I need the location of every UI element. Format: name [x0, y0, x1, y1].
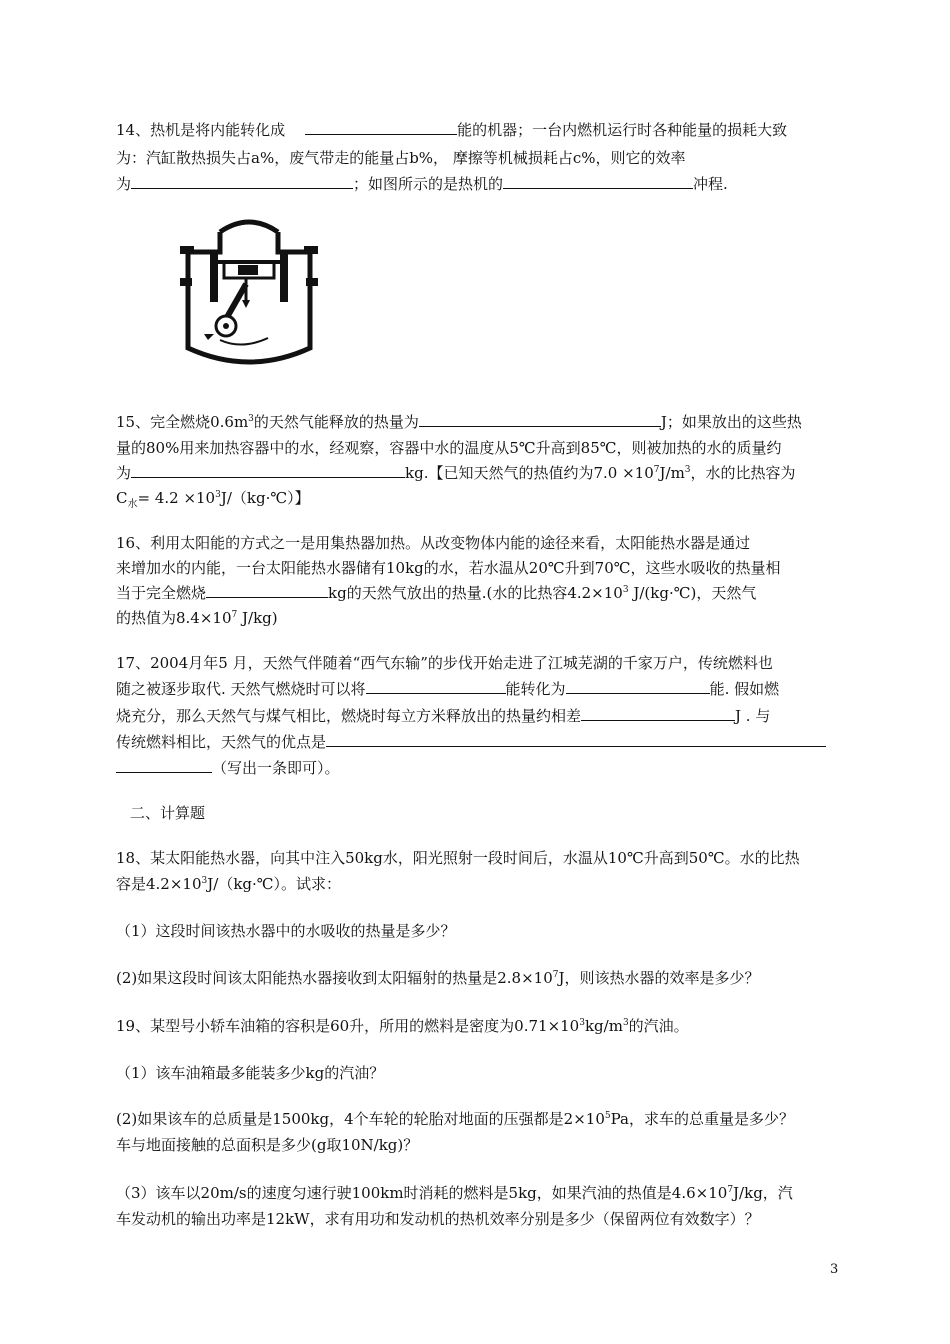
q19-sub1: （1）该车油箱最多能装多少kg的汽油？: [116, 1064, 385, 1082]
q16-line2: 来增加水的内能，一台太阳能热水器储有10kg的水，若水温从20℃升到70℃，这些水吸收的热量相: [116, 559, 781, 577]
q18-line1: 18、某太阳能热水器，向其中注入50kg水，阳光照射一段时间后，水温从10℃升高到50℃。水的比热: [116, 849, 800, 867]
q17-blank-4[interactable]: [326, 729, 826, 747]
q15-line1: 15、完全燃烧$0.6m^3$的天然气能释放的热量为 J；如果放出的这些热: [116, 409, 844, 435]
q15-line2: 量的80%用来加热容器中的水，经观察，容器中水的温度从5℃升高到85℃，则被加热的水的质量约: [116, 439, 782, 457]
q18-sub2: (2)如果这段时间该太阳能热水器接收到太阳辐射的热量是$2.8\times 10^7J$，则该热水器的效率是多少？: [116, 969, 760, 987]
engine-stroke-figure: [180, 208, 318, 366]
q14-line1: 14、热机是将内能转化成 能的机器；一台内燃机运行时各种能量的损耗大致: [116, 117, 844, 143]
q19-sub3-line1: （3）该车以20m/s的速度匀速行驶100km时消耗的燃料是5kg，如果汽油的热值是$4.6\times 10^7J/kg$，汽: [116, 1184, 793, 1202]
q16-line3: 当于完全燃烧 kg的天然气放出的热量.(水的比热容$4.2\times 10^3$ J/(kg·℃)，天然气: [116, 580, 844, 606]
q16-blank-1[interactable]: [206, 580, 328, 598]
q17-blank-5[interactable]: [116, 755, 212, 773]
q15-blank-1[interactable]: [419, 409, 661, 427]
q17-blank-2[interactable]: [566, 676, 710, 694]
section-heading-calculation: 二、计算题: [130, 804, 206, 822]
q16-line4: 的热值为$8.4\times 10^7$ J/kg): [116, 609, 278, 627]
q17-blank-3[interactable]: [581, 703, 735, 721]
q14-line3: 为 ；如图所示的是热机的 冲程.: [116, 171, 844, 197]
q19-sub3-line2: 车发动机的输出功率是12kW，求有用功和发动机的热机效率分别是多少（保留两位有效数字）？: [116, 1210, 760, 1228]
q15-line3: 为 kg.【已知天然气的热值约为$7.0 \times 10^7J/m^3$，水的比热容为: [116, 460, 844, 486]
q14-blank-2[interactable]: [131, 171, 353, 189]
q19-sub2-line2: 车与地面接触的总面积是多少(g取10N/kg)？: [116, 1136, 419, 1154]
q14-blank-3[interactable]: [503, 171, 693, 189]
q15-blank-2[interactable]: [131, 460, 405, 478]
q17-line1: 17、2004月年5 月，天然气伴随着“西气东输”的步伐开始走进了江城芜湖的千家万户，传统燃料也: [116, 654, 773, 672]
q16-line1: 16、利用太阳能的方式之一是用集热器加热。从改变物体内能的途径来看，太阳能热水器是通过: [116, 534, 751, 552]
q15-line4: $C_水= 4.2$ $\times 10^3J/(kg\cdot℃)$】: [116, 489, 310, 510]
q14-blank-1[interactable]: [305, 117, 457, 135]
q17-line4: 传统燃料相比，天然气的优点是: [116, 729, 844, 755]
q19-line1: 19、某型号小轿车油箱的容积是60升，所用的燃料是密度为$0.71\times 10^3kg/m^3$的汽油。: [116, 1017, 689, 1035]
q17-blank-1[interactable]: [366, 676, 506, 694]
page-number: 3: [830, 1262, 839, 1277]
q18-sub1: （1）这段时间该热水器中的水吸收的热量是多少？: [116, 922, 456, 940]
q17-line3: 烧充分，那么天然气与煤气相比，燃烧时每立方米释放出的热量约相差 J . 与: [116, 703, 844, 729]
q19-sub2-line1: (2)如果该车的总质量是1500kg，4个车轮的轮胎对地面的压强都是$2\times 10^5Pa$，求车的总重量是多少？: [116, 1110, 794, 1128]
q14-line2: 为：汽缸散热损失占a%，废气带走的能量占b%， 摩擦等机械损耗占c%，则它的效率: [116, 149, 686, 167]
q18-line2: 容是$4.2\times 10^3J/(kg\cdot℃)$。试求：: [116, 875, 342, 893]
q17-line2: 随之被逐步取代. 天然气燃烧时可以将 能转化为 能. 假如燃: [116, 676, 844, 702]
q17-line5: （写出一条即可）。: [116, 755, 844, 781]
